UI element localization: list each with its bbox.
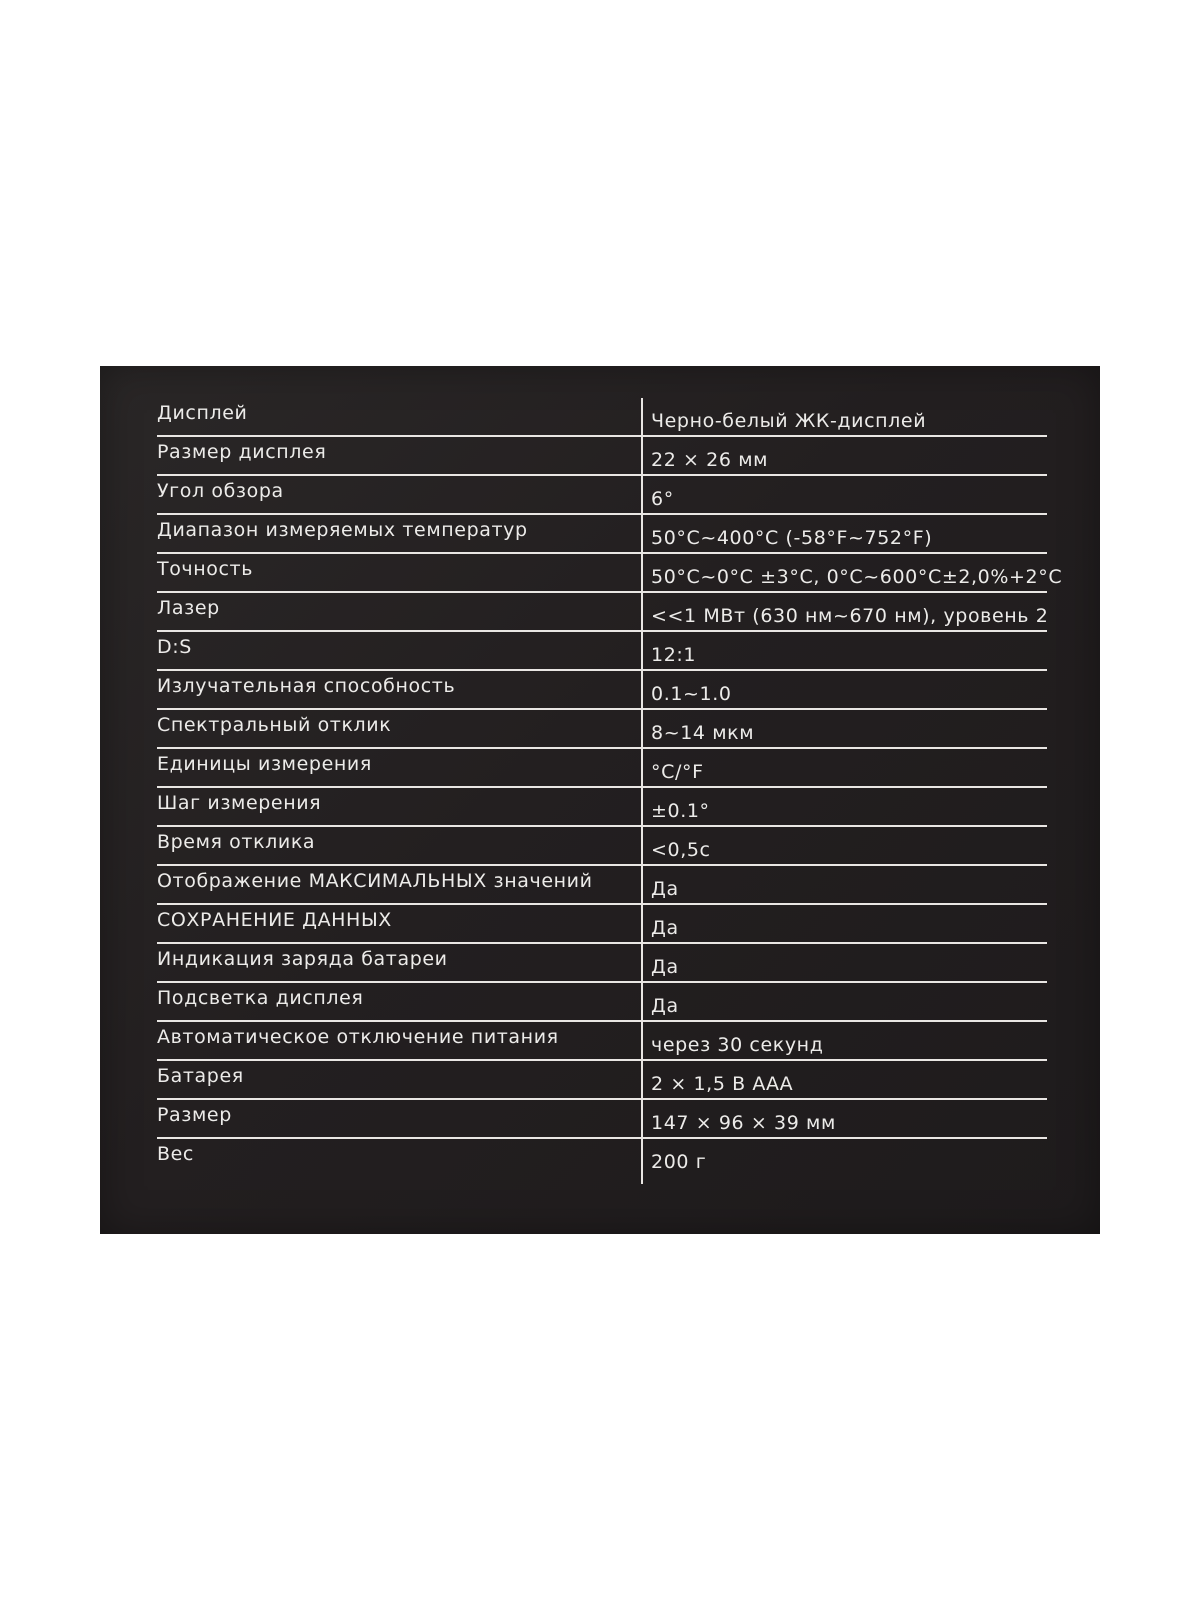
column-divider [641, 710, 643, 749]
spec-row-spectral-response [157, 710, 1047, 749]
spec-value: 6° [651, 488, 674, 510]
column-divider [641, 1022, 643, 1061]
column-divider [641, 827, 643, 866]
spec-row-data-hold [157, 905, 1047, 944]
column-divider [641, 632, 643, 671]
spec-row-resolution [157, 788, 1047, 827]
spec-row-view-angle [157, 476, 1047, 515]
spec-row-laser [157, 593, 1047, 632]
spec-row-ds-ratio [157, 632, 1047, 671]
spec-label: Дисплей [157, 402, 248, 424]
column-divider [641, 905, 643, 944]
spec-label: Единицы измерения [157, 753, 372, 775]
spec-label: Время отклика [157, 831, 316, 853]
spec-value: 200 г [651, 1151, 707, 1173]
spec-row-display [157, 398, 1047, 437]
column-divider [641, 398, 643, 437]
column-divider [641, 866, 643, 905]
spec-label: D:S [157, 636, 192, 658]
spec-value: ±0.1° [651, 800, 710, 822]
spec-value: Да [651, 878, 679, 900]
spec-label: Лазер [157, 597, 220, 619]
spec-panel [100, 366, 1100, 1234]
spec-row-backlight [157, 983, 1047, 1022]
spec-label: Шаг измерения [157, 792, 322, 814]
column-divider [641, 1100, 643, 1139]
column-divider [641, 788, 643, 827]
column-divider [641, 437, 643, 476]
spec-label: Размер [157, 1104, 232, 1126]
spec-value: Да [651, 995, 679, 1017]
spec-row-temp-range [157, 515, 1047, 554]
spec-value: 50°C~0°C ±3°C, 0°C~600°C±2,0%+2°C [651, 566, 1063, 588]
spec-label: Автоматическое отключение питания [157, 1026, 559, 1048]
spec-value: Да [651, 956, 679, 978]
spec-label: Диапазон измеряемых температур [157, 519, 528, 541]
spec-value: 12:1 [651, 644, 697, 666]
spec-row-dimensions [157, 1100, 1047, 1139]
spec-value: 8~14 мкм [651, 722, 755, 744]
spec-value: <0,5с [651, 839, 711, 861]
spec-label: Размер дисплея [157, 441, 327, 463]
spec-label: СОХРАНЕНИЕ ДАННЫХ [157, 909, 392, 931]
spec-row-auto-off [157, 1022, 1047, 1061]
spec-row-accuracy [157, 554, 1063, 593]
spec-row-battery-indicator [157, 944, 1047, 983]
spec-table [157, 398, 1063, 1178]
column-divider [641, 983, 643, 1022]
column-divider [641, 476, 643, 515]
spec-value: <<1 МВт (630 нм~670 нм), уровень 2 [651, 605, 1049, 627]
spec-value: °C/°F [651, 761, 704, 783]
column-divider [641, 1061, 643, 1100]
column-divider [641, 671, 643, 710]
spec-label: Угол обзора [157, 480, 284, 502]
spec-label: Излучательная способность [157, 675, 456, 697]
spec-label: Индикация заряда батареи [157, 948, 448, 970]
spec-row-display-size [157, 437, 1047, 476]
spec-label: Спектральный отклик [157, 714, 392, 736]
column-divider [641, 944, 643, 983]
column-divider [641, 554, 643, 593]
column-divider [641, 515, 643, 554]
spec-value: через 30 секунд [651, 1034, 824, 1056]
spec-value: 0.1~1.0 [651, 683, 732, 705]
spec-row-battery [157, 1061, 1047, 1100]
spec-label: Вес [157, 1143, 194, 1165]
spec-row-weight [157, 1139, 1047, 1178]
spec-label: Батарея [157, 1065, 244, 1087]
spec-value: 147 × 96 × 39 мм [651, 1112, 836, 1134]
spec-label: Точность [157, 558, 254, 580]
spec-value: 22 × 26 мм [651, 449, 769, 471]
column-divider [641, 749, 643, 788]
spec-value: Да [651, 917, 679, 939]
spec-value: 2 × 1,5 В ААА [651, 1073, 794, 1095]
spec-row-response-time [157, 827, 1047, 866]
column-divider [641, 1139, 643, 1184]
spec-label: Подсветка дисплея [157, 987, 364, 1009]
spec-value: Черно-белый ЖК-дисплей [651, 410, 927, 432]
spec-row-max-display [157, 866, 1047, 905]
spec-label: Отображение МАКСИМАЛЬНЫХ значений [157, 870, 593, 892]
spec-value: 50°C~400°C (-58°F~752°F) [651, 527, 933, 549]
spec-row-units [157, 749, 1047, 788]
spec-row-emissivity [157, 671, 1047, 710]
column-divider [641, 593, 643, 632]
